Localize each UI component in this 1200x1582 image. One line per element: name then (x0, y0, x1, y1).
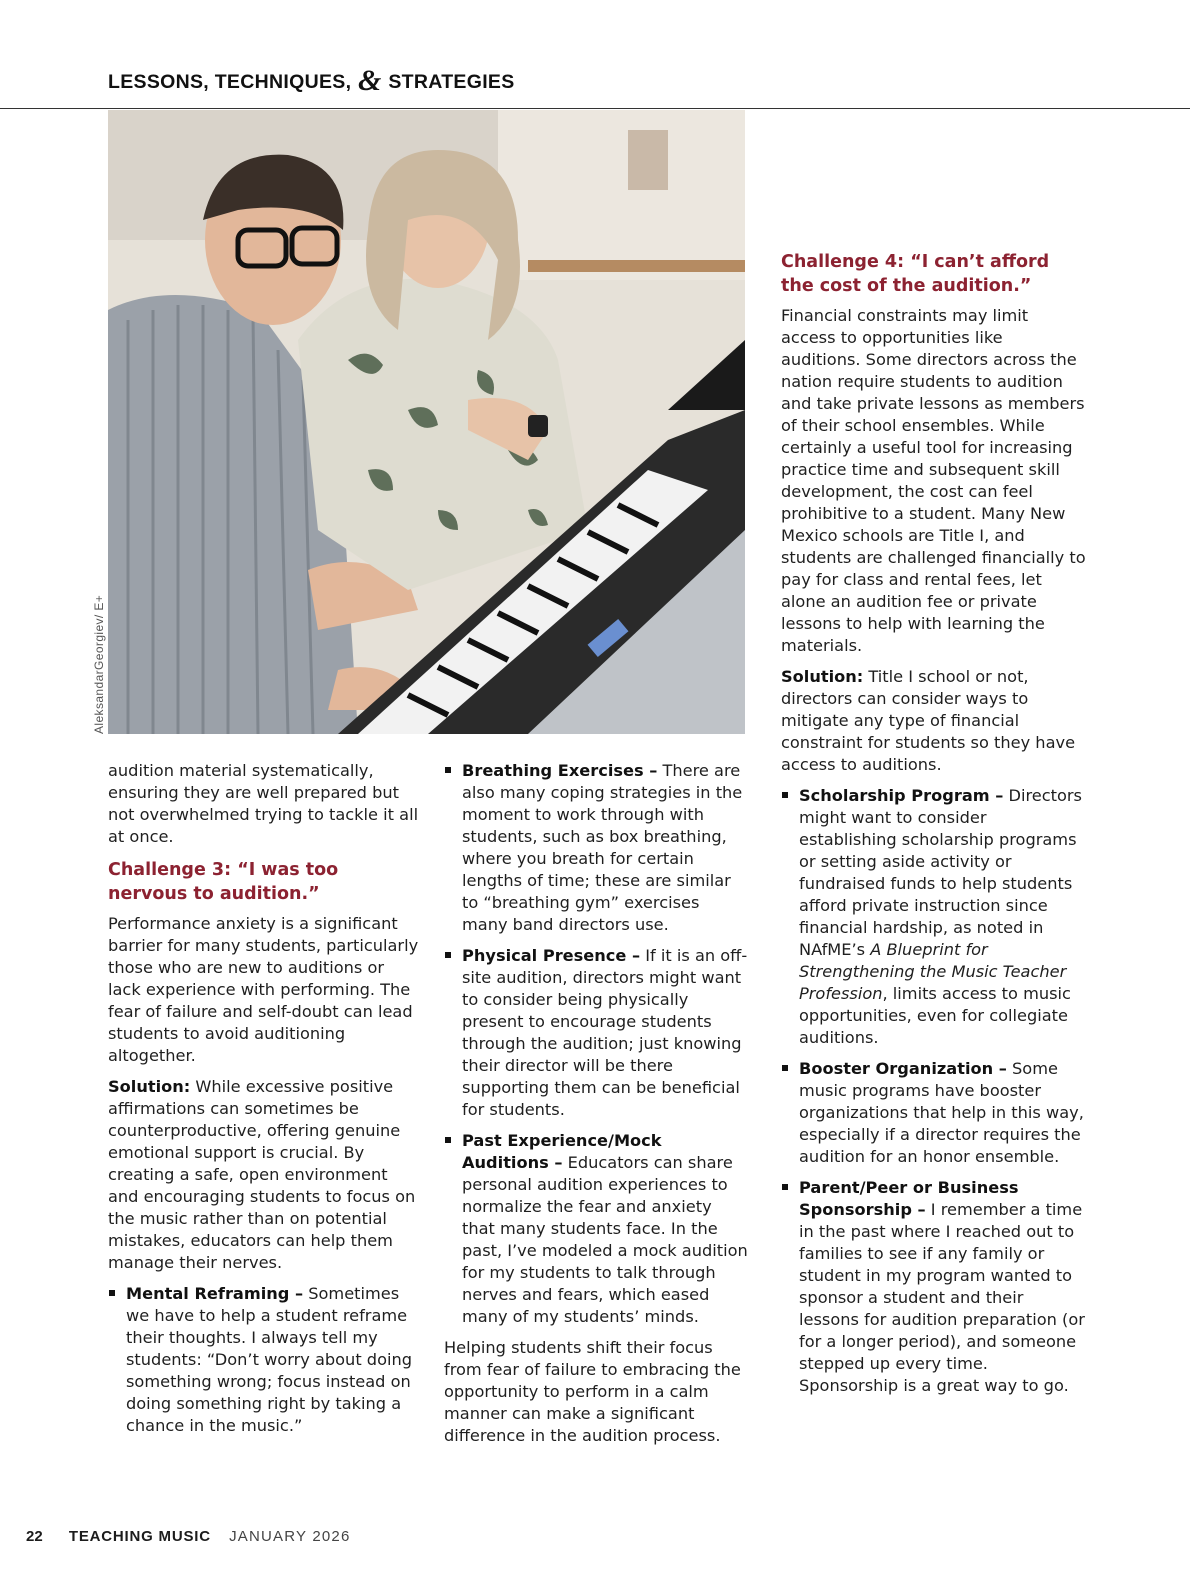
header-text-part2: STRATEGIES (388, 71, 515, 93)
list-item (781, 1058, 1086, 1168)
photo-illustration (108, 110, 745, 734)
list-item (108, 1283, 420, 1437)
square-bullet-icon (782, 1184, 788, 1190)
page-footer (26, 1528, 351, 1545)
list-item (444, 1130, 749, 1328)
col3-bullet-list (781, 785, 1086, 1397)
list-item (781, 785, 1086, 1049)
challenge-4-heading: Challenge 4: “I can’t afford the cost of the audition.” (781, 252, 1050, 296)
header-ampersand: & (358, 64, 382, 97)
col1-bullet-list (108, 1283, 420, 1437)
col3-solution-paragraph (781, 666, 1086, 776)
header-text-part1: LESSONS, TECHNIQUES, (108, 71, 352, 93)
col1-solution-paragraph (108, 1076, 420, 1274)
solution-text: While excessive positive affirmations can sometimes be counterproductive, offering genuine emotional support is crucial. By creating a safe, open environment and encouraging students to focus on the music rather than on potential mistakes, educators can help them manage their nerves. (108, 1077, 416, 1272)
col2-bullet-list (444, 760, 749, 1328)
bullet-text: Some music programs have booster organizations that help in this way, especially if a director requires the audition for an honor ensemble. (799, 1059, 1084, 1166)
bullet-label: Past Experience/Mock Auditions – (462, 1131, 662, 1172)
square-bullet-icon (109, 1290, 115, 1296)
bullet-text: If it is an off-site audition, directors might want to consider being physically present to encourage students through the audition; just knowing their director will be there supporting them can be beneficial for students. (462, 946, 748, 1119)
bullet-text: I remember a time in the past where I reached out to families to see if any family or student in my program wanted to sponsor a student and their lessons for audition preparation (or for a longer period), and someone stepped up every time. Sponsorship is a great way to go. (799, 1200, 1085, 1395)
bullet-label: Mental Reframing – (126, 1284, 304, 1303)
bullet-text: There are also many coping strategies in the moment to work through with students, such as box breathing, where you breath for certain lengths of time; these are similar to “breathing gym” exercises many band directors use. (462, 761, 743, 934)
square-bullet-icon (445, 1137, 451, 1143)
bullet-label: Breathing Exercises – (462, 761, 658, 780)
bullet-label: Parent/Peer or Business Sponsorship – (799, 1178, 1019, 1219)
page-number: 22 (26, 1528, 43, 1545)
column-1 (108, 760, 420, 1446)
bullet-text: , limits access to music opportunities, even for collegiate auditions. (799, 984, 1071, 1047)
col2-closing-paragraph: Helping students shift their focus from fear of failure to embracing the opportunity to perform in a calm manner can make a significant difference in the audition process. (444, 1338, 741, 1445)
section-header (108, 62, 515, 97)
publication-title: A Blueprint for Strengthening the Music Teacher Profession (799, 940, 1067, 1003)
photo-credit: AleksandarGeorgiev/ E+ (92, 594, 106, 734)
square-bullet-icon (782, 1065, 788, 1071)
col1-paragraph-anxiety: Performance anxiety is a significant barrier for many students, particularly those who are new to auditions or lack experience with performing. The fear of failure and self-doubt can lead students to avoid auditioning altogether. (108, 914, 419, 1065)
square-bullet-icon (445, 952, 451, 958)
bullet-text: Sometimes we have to help a student reframe their thoughts. I always tell my students: “Don’t worry about doing something wrong; focus instead on doing something right by taking a chance in the music.” (126, 1284, 413, 1435)
challenge-3-heading: Challenge 3: “I was too nervous to audition.” (108, 860, 339, 904)
bullet-text: Educators can share personal audition experiences to normalize the fear and anxiety that many students face. In the past, I’ve modeled a mock audition for my students to talk through nerves and fears, which eased many of my students’ minds. (462, 1153, 748, 1326)
header-divider (0, 108, 1190, 109)
bullet-label: Booster Organization – (799, 1059, 1007, 1078)
bullet-label: Physical Presence – (462, 946, 641, 965)
list-item (444, 945, 749, 1121)
magazine-title: TEACHING MUSIC (68, 1528, 211, 1545)
solution-text: Title I school or not, directors can consider ways to mitigate any type of financial constraint for students so they have access to auditions. (781, 667, 1076, 774)
piano-lesson-photo (108, 110, 745, 734)
column-2 (444, 760, 749, 1456)
col1-paragraph-continued: audition material systematically, ensuring they are well prepared but not overwhelmed trying to tackle it all at once. (108, 761, 419, 846)
issue-date: JANUARY 2026 (229, 1528, 351, 1545)
list-item (781, 1177, 1086, 1397)
col3-paragraph-financial: Financial constraints may limit access to opportunities like auditions. Some directors across the nation require students to audition and take private lessons as members of their school ensembles. While certainly a useful tool for increasing practice time and subsequent skill development, the cost can feel prohibitive to a student. Many New Mexico schools are Title I, and students are challenged financially to pay for class and rental fees, let alone an audition fee or private lessons to help with learning the materials. (781, 306, 1086, 655)
solution-label: Solution: (108, 1077, 191, 1096)
bullet-label: Scholarship Program – (799, 786, 1004, 805)
solution-label: Solution: (781, 667, 864, 686)
square-bullet-icon (445, 767, 451, 773)
bullet-text: Directors might want to consider establishing scholarship programs or setting aside activity or fundraised funds to help students afford private instruction since financial hardship, as noted in NAfME’s (799, 786, 1082, 959)
column-3 (781, 250, 1086, 1406)
square-bullet-icon (782, 792, 788, 798)
list-item (444, 760, 749, 936)
